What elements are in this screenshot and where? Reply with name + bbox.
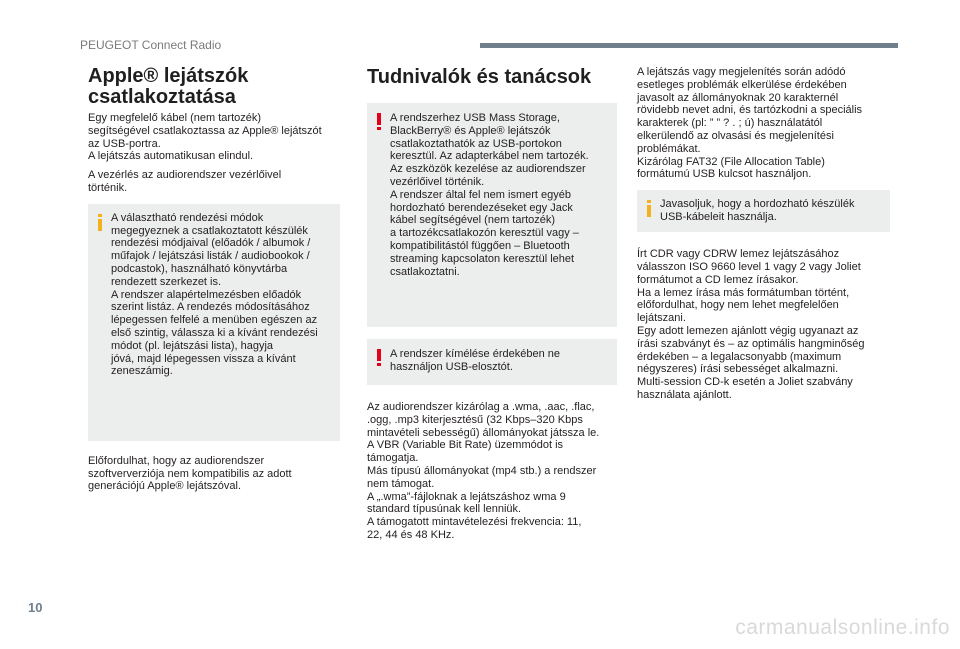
file-formats-paragraph: Az audiorendszer kizárólag a .wma, .aac, .flac, .ogg, .mp3 kiterjesztésű (32 Kbps–320 Kbps mintavételi sebességű) állományokat játssza le. A VBR (Variable Bit Rate) üzemmódot is támogatja. Más típusú állományokat (mp4 stb.) a rendszer nem támogat. A „.wma”-fájloknak a lejátszáshoz wma 9 standard típusúnak kell lenniük. A támogatott mintavételezési frekvencia: 11, 22, 44 és 48 KHz. xyxy=(367,401,600,541)
warning-box-usb-devices xyxy=(367,103,617,327)
apple-connect-paragraph: Egy megfelelő kábel (nem tartozék) segítségével csatlakoztassa az Apple® lejátszót az USB-portra. A lejátszás automatikusan elindul. xyxy=(88,112,322,163)
column-cd-usb xyxy=(637,66,890,402)
apple-control-paragraph: A vezérlés az audiorendszer vezérlőivel történik. xyxy=(88,169,282,194)
section-heading-apple xyxy=(88,66,340,108)
warning-box-text: A rendszerhez USB Mass Storage, BlackBerry® és Apple® lejátszók csatlakoztathatók az USB-portokon keresztül. Az adapterkábel nem tartozék. Az eszközök kezelése az audiorendszer vezérlőivel történik. A rendszer által fel nem ismert egyéb hordozható berendezéseket egy Jack kábel segítségével (nem tartozék) a tartozékcsatlakozón keresztül vagy – kompatibilitástól függően – Bluetooth streaming kapcsolaton keresztül lehet csatlakoztatni. xyxy=(390,112,589,278)
file-naming-paragraph: A lejátszás vagy megjelenítés során adódó esetleges problémák elkerülése érdekében javasolt az állományoknak 20 karakternél rövidebb nevet adni, és tartózkodni a speciális karakterek (pl: ” ” ? . ; ú) használatától elkerülendő az olvasási és megjelenítési problémákat. Kizárólag FAT32 (File Allocation Table) formátumú USB kulcsot használjon. xyxy=(637,66,863,181)
warning-box-usb-hub xyxy=(367,339,617,385)
warning-icon xyxy=(374,349,384,366)
heading-line1: Apple® lejátszók xyxy=(88,65,249,87)
info-icon xyxy=(644,200,654,217)
watermark: carmanualsonline.info xyxy=(735,616,950,639)
info-box-sorting-modes xyxy=(88,204,340,441)
warning-box-text: A rendszer kímélése érdekében ne használjon USB-elosztót. xyxy=(390,348,560,373)
heading-line2: csatlakoztatása xyxy=(88,86,236,108)
page-number: 10 xyxy=(28,600,43,615)
column-tips xyxy=(367,66,617,542)
column-apple-players xyxy=(88,66,340,493)
header-accent-bar xyxy=(480,43,898,48)
running-header-title: PEUGEOT Connect Radio xyxy=(80,38,222,52)
apple-compatibility-paragraph: Előfordulhat, hogy az audiorendszer szoftververziója nem kompatibilis az adott generációjú Apple® lejátszóval. xyxy=(88,454,292,493)
info-box-usb-cables xyxy=(637,190,890,232)
cd-burning-paragraph: Írt CDR vagy CDRW lemez lejátszásához válasszon ISO 9660 level 1 vagy 2 vagy Joliet formátumot a CD lemez írásakor. Ha a lemez írása más formátumban történt, előfordulhat, hogy nem lehet megfelelően lejátszani. Egy adott lemezen ajánlott végig ugyanazt az írási szabványt és – az optimális hangminőség érdekében – a legalacsonyabb (maximum négyszeres) írási sebességet alkalmazni. Multi-session CD-k esetén a Joliet szabvány használata ajánlott. xyxy=(637,248,865,401)
info-box-text: Javasoljuk, hogy a hordozható készülék USB-kábeleit használja. xyxy=(660,198,855,223)
info-icon xyxy=(95,214,105,231)
warning-icon xyxy=(374,113,384,130)
info-box-text: A választható rendezési módok megegyeznek a csatlakoztatott készülék rendezési módjaival (előadók / albumok / műfajok / lejátszási listák / audiobookok / podcastok), használható könyvtárba rendezett szerkezet is. A rendszer alapértelmezésben előadók szerint listáz. A rendezés módosításához lépegessen felfelé a menüben egészen az első szintig, válassza ki a kívánt rendezési módot (pl. lejátszási lista), hagyja jóvá, majd lépegessen vissza a kívánt zeneszámig. xyxy=(111,211,318,378)
section-heading-tips: Tudnivalók és tanácsok xyxy=(367,66,592,88)
